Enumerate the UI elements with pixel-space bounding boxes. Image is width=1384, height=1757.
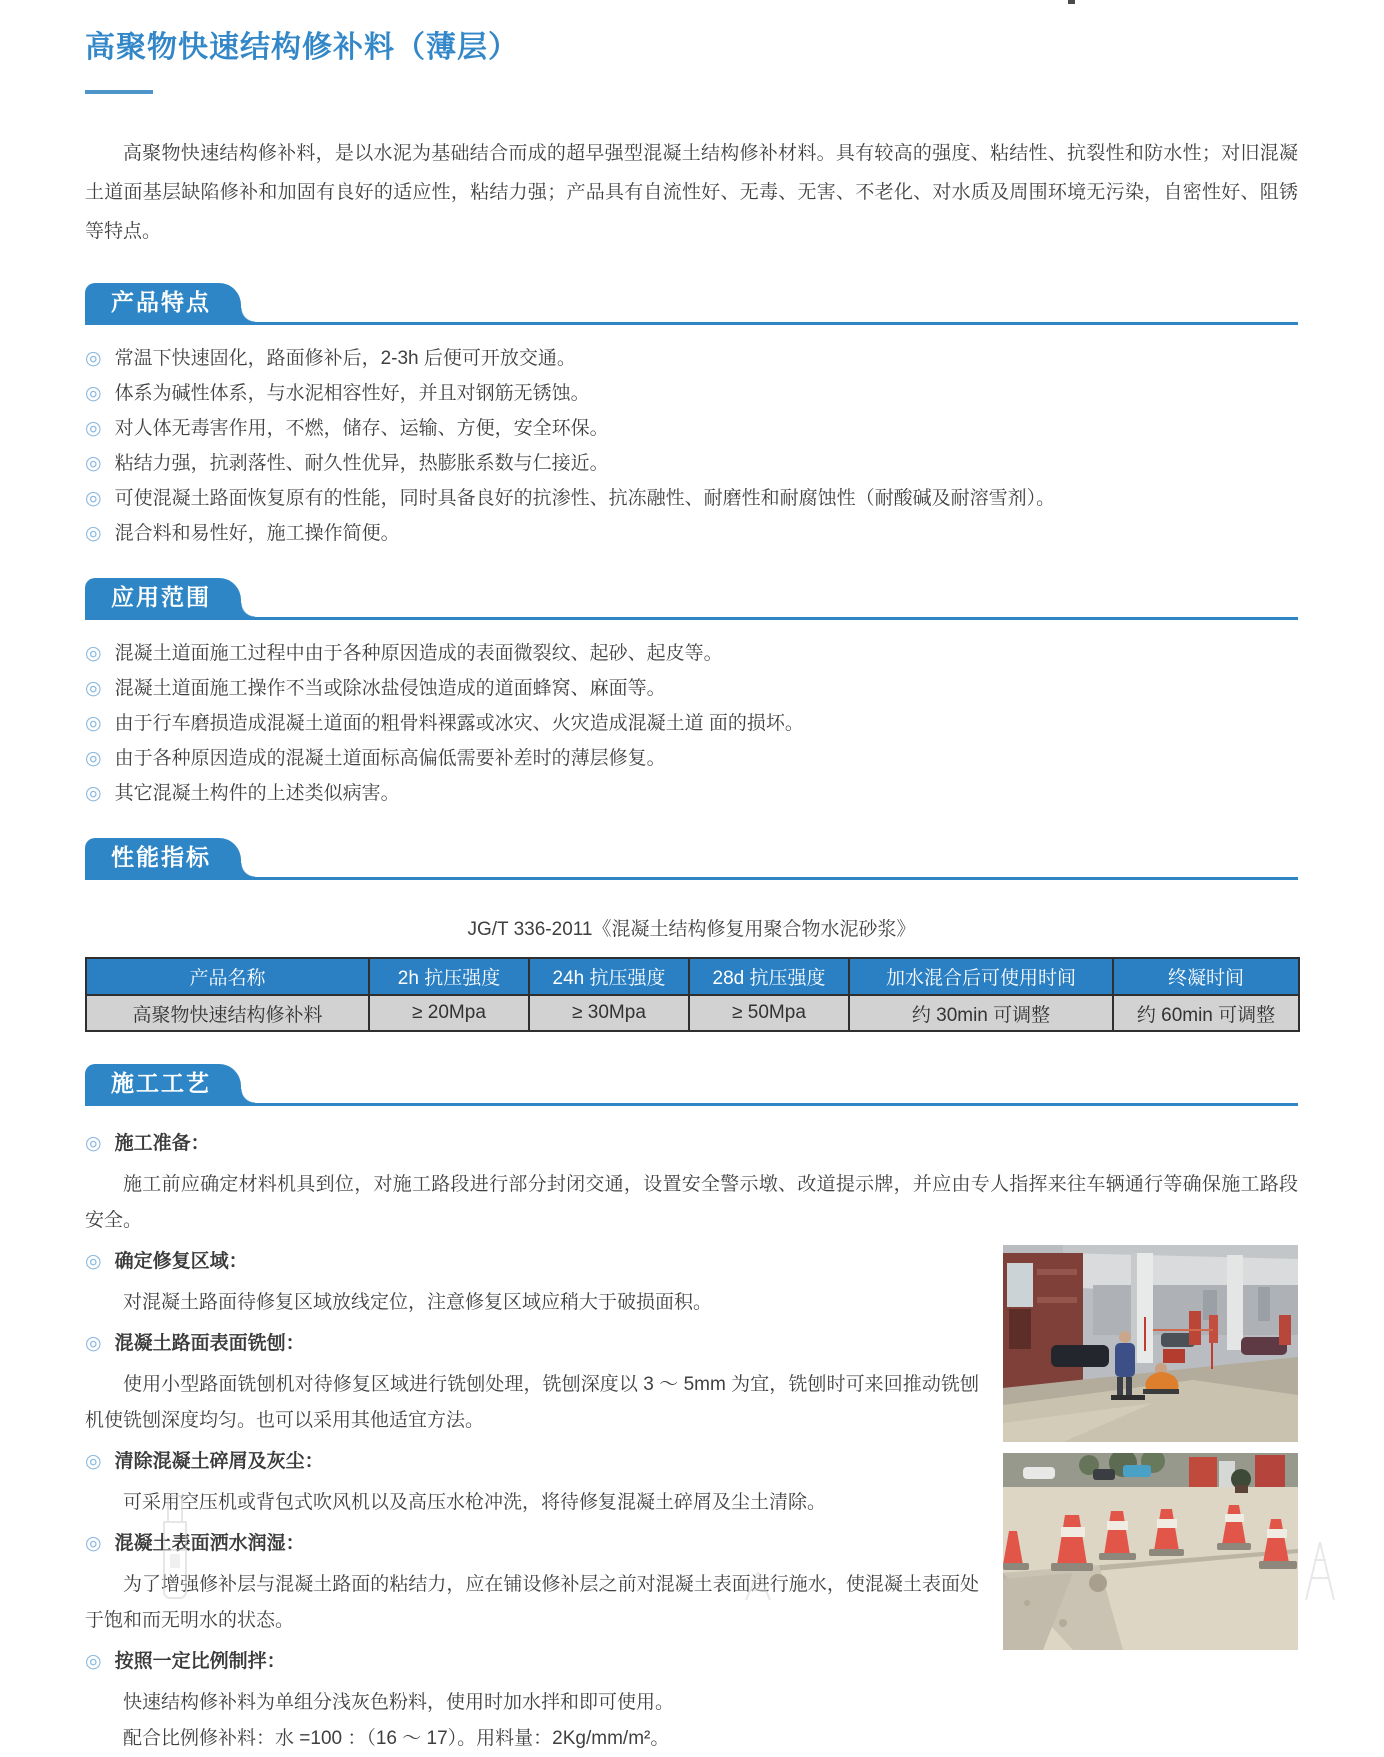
table-header-cell: 2h 抗压强度 [369, 958, 529, 995]
ring-bullet-icon: ◎ [85, 1533, 102, 1554]
step-title-text: 清除混凝土碎屑及灰尘： [114, 1451, 324, 1472]
ring-bullet-icon: ◎ [85, 783, 102, 804]
list-item-text: 其它混凝土构件的上述类似病害。 [114, 783, 400, 804]
list-item [85, 677, 1298, 701]
table-cell: ≥ 50Mpa [689, 995, 849, 1031]
section-header-features [85, 283, 1298, 325]
list-item [85, 487, 1298, 511]
intro-paragraph: 高聚物快速结构修补料，是以水泥为基础结合而成的超早强型混凝土结构修补材料。具有较高的强度、粘结性、抗裂性和防水性；对旧混凝土道面基层缺陷修补和加固有良好的适应性，粘结力强；产品具有自流性好、无毒、无害、不老化、对水质及周围环境无污染，自密性好、阻锈等特点。 [85, 143, 1298, 242]
step-body: 可采用空压机或背包式吹风机以及高压水枪冲洗，将待修复混凝土碎屑及尘土清除。 [123, 1492, 827, 1513]
table-row [86, 995, 1299, 1031]
list-item-text: 由于各种原因造成的混凝土道面标高偏低需要补差时的薄层修复。 [114, 748, 666, 769]
list-item-text: 混凝土道面施工过程中由于各种原因造成的表面微裂纹、起砂、起皮等。 [114, 643, 723, 664]
list-item [85, 452, 1298, 476]
ring-bullet-icon: ◎ [85, 1451, 102, 1472]
table-header-row [86, 958, 1299, 995]
ring-bullet-icon: ◎ [85, 383, 102, 404]
section-tab-features: 产品特点 [85, 283, 241, 322]
list-item [85, 382, 1298, 406]
ring-bullet-icon: ◎ [85, 523, 102, 544]
step-body: 使用小型路面铣刨机对待修复区域进行铣刨处理，铣刨深度以 3 ～ 5mm 为宜，铣刨时可来回推动铣刨机使铣刨深度均匀。也可以采用其他适宜方法。 [85, 1374, 979, 1431]
table-cell: ≥ 20Mpa [369, 995, 529, 1031]
step-title [85, 1650, 979, 1674]
step-title-text: 施工准备： [114, 1133, 210, 1154]
list-item [85, 522, 1298, 546]
process-content [85, 1132, 1298, 1757]
step-title-text: 混凝土路面表面铣刨： [114, 1333, 305, 1354]
table-cell: 约 60min 可调整 [1113, 995, 1299, 1031]
step-body: 施工前应确定材料机具到位，对施工路段进行部分封闭交通，设置安全警示墩、改道提示牌，并应由专人指挥来往车辆通行等确保施工路段安全。 [85, 1174, 1298, 1231]
step-title-text: 混凝土表面洒水润湿： [114, 1533, 305, 1554]
table-header-cell: 加水混合后可使用时间 [849, 958, 1113, 995]
list-item [85, 417, 1298, 441]
ring-bullet-icon: ◎ [85, 1251, 102, 1272]
list-item-text: 由于行车磨损造成混凝土道面的粗骨料裸露或冰灾、火灾造成混凝土道 面的损坏。 [114, 713, 804, 734]
step-title [85, 1332, 979, 1356]
list-item [85, 642, 1298, 666]
list-item-text: 体系为碱性体系，与水泥相容性好，并且对钢筋无锈蚀。 [114, 383, 590, 404]
list-item-text: 可使混凝土路面恢复原有的性能，同时具备良好的抗渗性、抗冻融性、耐磨性和耐腐蚀性（耐酸碱及耐溶雪剂）。 [114, 488, 1056, 509]
ring-bullet-icon: ◎ [85, 453, 102, 474]
document-page [85, 0, 1298, 1757]
ring-bullet-icon: ◎ [85, 418, 102, 439]
list-item-text: 常温下快速固化，路面修补后，2-3h 后便可开放交通。 [114, 348, 576, 369]
performance-table [85, 957, 1300, 1032]
step-body: 为了增强修补层与混凝土路面的粘结力，应在铺设修补层之前对混凝土表面进行施水，使混凝土表面处于饱和而无明水的状态。 [85, 1574, 979, 1631]
list-item-text: 对人体无毒害作用，不燃，储存、运输、方便，安全环保。 [114, 418, 609, 439]
step-title-text: 确定修复区域： [114, 1251, 248, 1272]
standard-reference: JG/T 336-2011《混凝土结构修复用聚合物水泥砂浆》 [467, 919, 916, 940]
pavement-repair-workers-photo [1003, 1245, 1298, 1442]
ring-bullet-icon: ◎ [85, 748, 102, 769]
page-title: 高聚物快速结构修补料（薄层） [85, 31, 519, 64]
step-title [85, 1132, 1298, 1156]
step-title [85, 1532, 979, 1556]
applications-list [85, 642, 1298, 806]
table-cell: ≥ 30Mpa [529, 995, 689, 1031]
ring-bullet-icon: ◎ [85, 1651, 102, 1672]
step-title [85, 1450, 979, 1474]
table-cell: 高聚物快速结构修补料 [86, 995, 369, 1031]
list-item-text: 粘结力强，抗剥落性、耐久性优异，热膨胀系数与仁接近。 [114, 453, 609, 474]
table-header-cell: 28d 抗压强度 [689, 958, 849, 995]
step-body: 配合比例修补料：水 =100 ：（16 ～ 17）。用料量：2Kg/mm/m²。 [123, 1728, 670, 1749]
ring-bullet-icon: ◎ [85, 678, 102, 699]
step-title [85, 1250, 979, 1274]
section-header-process [85, 1064, 1298, 1106]
ring-bullet-icon: ◎ [85, 1133, 102, 1154]
process-photos [1003, 1245, 1298, 1650]
section-tab-performance: 性能指标 [85, 838, 241, 877]
ring-bullet-icon: ◎ [85, 1333, 102, 1354]
table-header-cell: 产品名称 [86, 958, 369, 995]
list-item [85, 747, 1298, 771]
table-header-cell: 24h 抗压强度 [529, 958, 689, 995]
step-body: 对混凝土路面待修复区域放线定位，注意修复区域应稍大于破损面积。 [123, 1292, 713, 1313]
list-item-text: 混凝土道面施工操作不当或除冰盐侵蚀造成的道面蜂窝、麻面等。 [114, 678, 666, 699]
section-tab-process: 施工工艺 [85, 1064, 241, 1103]
title-underline-dash [85, 90, 153, 94]
list-item [85, 782, 1298, 806]
table-header-cell: 终凝时间 [1113, 958, 1299, 995]
tower-watermark [1300, 1542, 1340, 1600]
ring-bullet-icon: ◎ [85, 643, 102, 664]
table-cell: 约 30min 可调整 [849, 995, 1113, 1031]
list-item-text: 混合料和易性好，施工操作简便。 [114, 523, 400, 544]
ring-bullet-icon: ◎ [85, 348, 102, 369]
list-item [85, 347, 1298, 371]
section-tab-applications: 应用范围 [85, 578, 241, 617]
ring-bullet-icon: ◎ [85, 713, 102, 734]
features-list [85, 347, 1298, 546]
ring-bullet-icon: ◎ [85, 488, 102, 509]
traffic-cones-cured-pavement-photo [1003, 1453, 1298, 1650]
section-header-applications [85, 578, 1298, 620]
section-header-performance [85, 838, 1298, 880]
list-item [85, 712, 1298, 736]
step-body: 快速结构修补料为单组分浅灰色粉料，使用时加水拌和即可使用。 [123, 1692, 675, 1713]
step-title-text: 按照一定比例制拌： [114, 1651, 286, 1672]
